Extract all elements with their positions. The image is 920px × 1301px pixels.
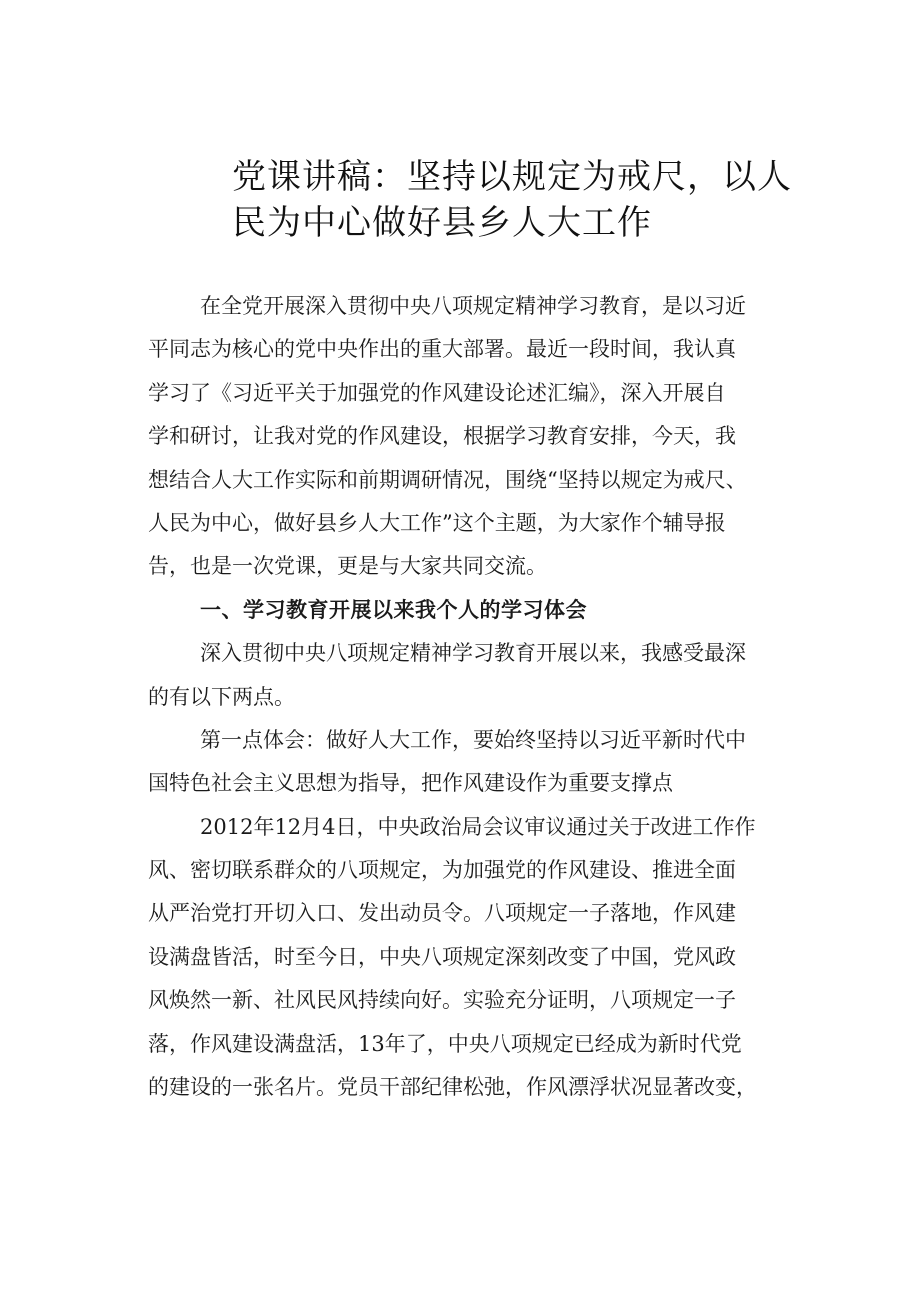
document-title (232, 154, 832, 246)
body-paragraph (148, 285, 828, 589)
section-heading (148, 589, 828, 632)
text-line: 国特色社会主义思想为指导，把作风建设作为重要支撑点 (148, 771, 673, 796)
text-line: 落，作风建设满盘活，13年了，中央八项规定已经成为新时代党 (148, 1031, 742, 1056)
text-line: 风、密切联系群众的八项规定，为加强党的作风建设、推进全面 (148, 858, 736, 883)
body-paragraph (148, 719, 828, 806)
text-line: 平同志为核心的党中央作出的重大部署。最近一段时间，我认真 (148, 337, 736, 362)
text-line: 人民为中心，做好县乡人大工作”这个主题，为大家作个辅导报 (148, 510, 726, 535)
text-line: 第一点体会：做好人大工作，要始终坚持以习近平新时代中 (200, 727, 746, 752)
text-line: 设满盘皆活，时至今日，中央八项规定深刻改变了中国，党风政 (148, 944, 736, 969)
text-line: 2012年12月4日，中央政治局会议审议通过关于改进工作作 (200, 814, 756, 839)
document-body (148, 285, 828, 1109)
text-line: 在全党开展深入贯彻中央八项规定精神学习教育，是以习近 (200, 294, 746, 318)
text-line: 深入贯彻中央八项规定精神学习教育开展以来，我感受最深 (200, 641, 746, 666)
text-line: 的有以下两点。 (148, 684, 295, 709)
text-line: 学习了《习近平关于加强党的作风建设论述汇编》，深入开展自 (148, 380, 726, 405)
heading-line: 一、学习教育开展以来我个人的学习体会 (200, 597, 587, 622)
body-paragraph (148, 806, 828, 1110)
text-line: 学和研讨，让我对党的作风建设，根据学习教育安排，今天，我 (148, 424, 736, 449)
body-paragraph (148, 632, 828, 719)
text-line: 从严治党打开切入口、发出动员令。八项规定一子落地，作风建 (148, 901, 736, 926)
text-line: 告，也是一次党课，更是与大家共同交流。 (148, 554, 547, 579)
text-line: 风焕然一新、社风民风持续向好。实验充分证明，八项规定一子 (148, 988, 736, 1013)
text-line: 的建设的一张名片。党员干部纪律松弛，作风漂浮状况显著改变， (148, 1075, 757, 1100)
title-line: 党课讲稿：坚持以规定为戒尺，以人 (232, 157, 792, 197)
text-line: 想结合人大工作实际和前期调研情况，围绕“坚持以规定为戒尺、 (148, 467, 747, 492)
title-line: 民为中心做好县乡人大工作 (232, 203, 652, 243)
